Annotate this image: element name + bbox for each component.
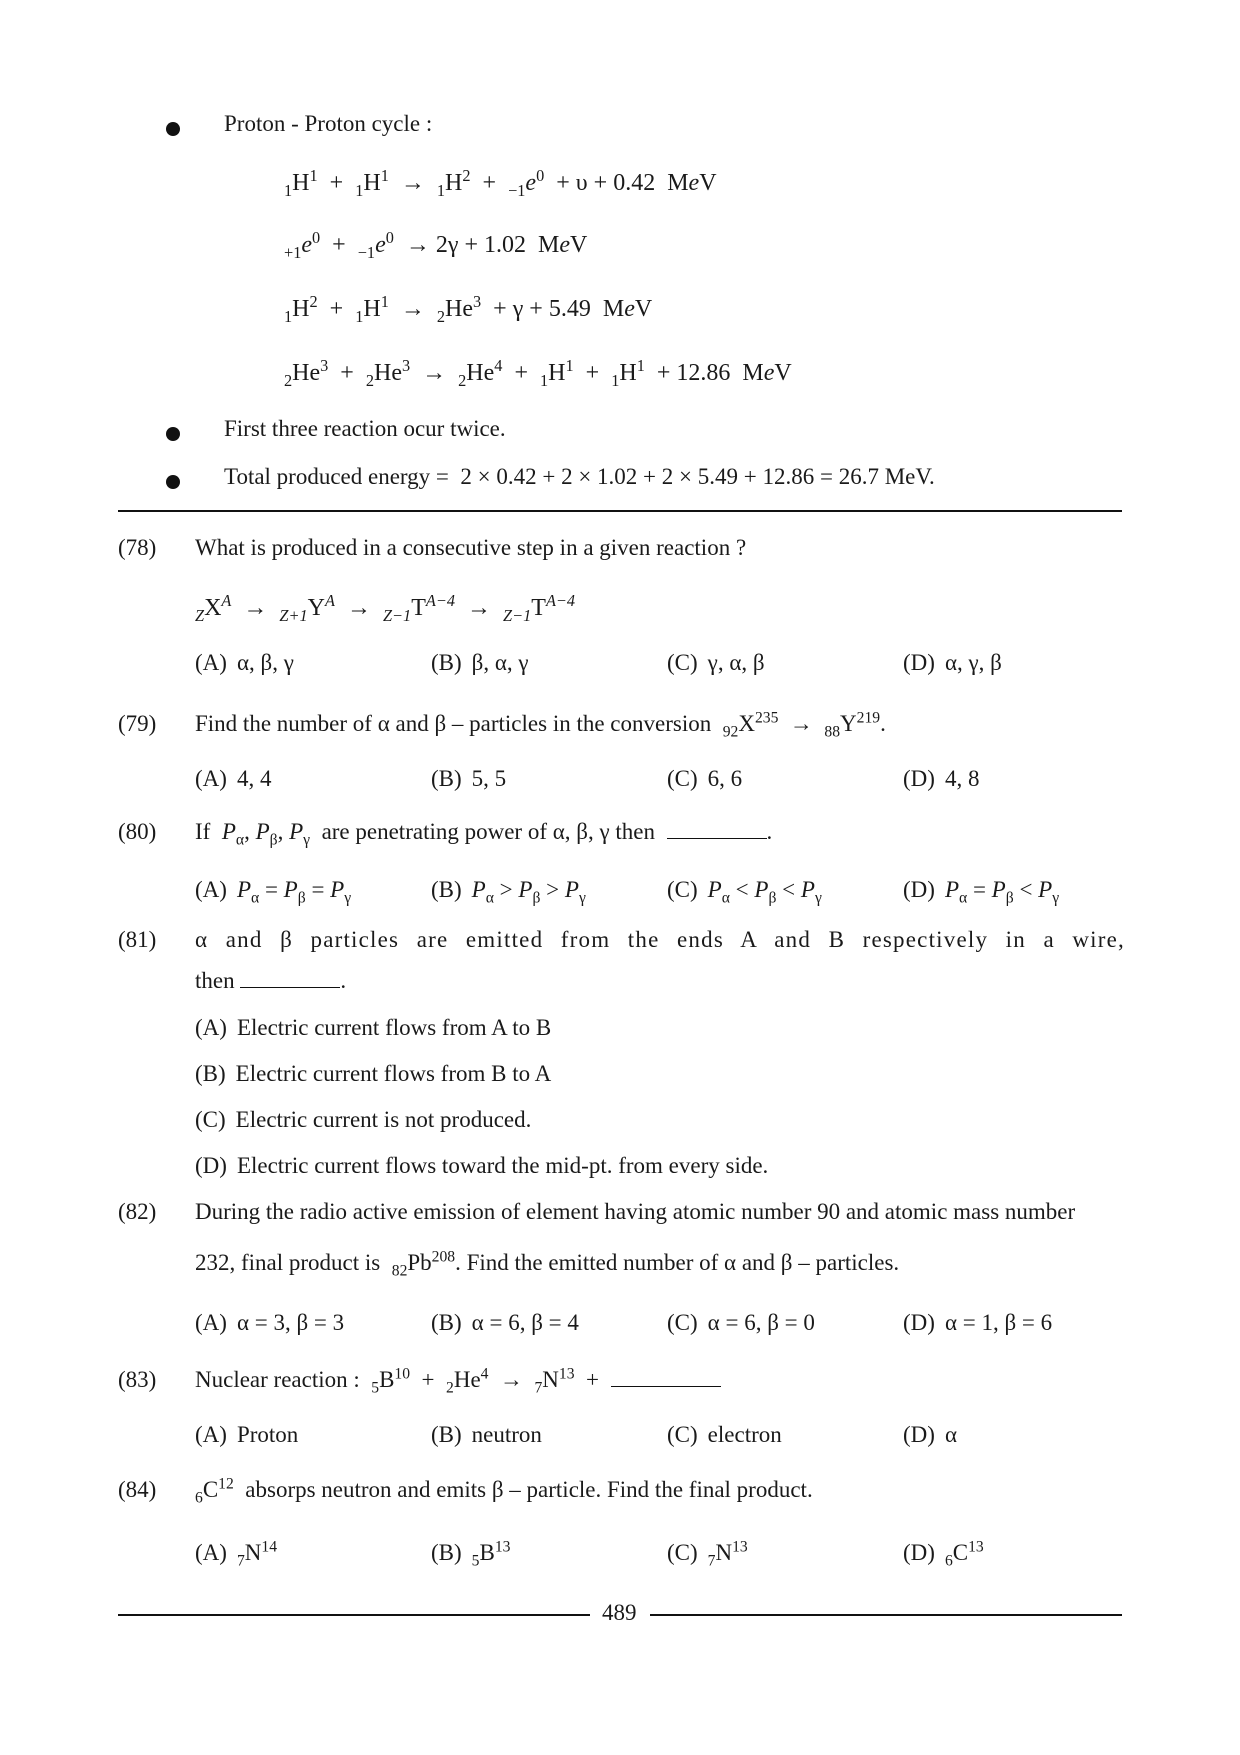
question-text: During the radio active emission of element having atomic number 90 and atomic mass number bbox=[195, 1199, 1076, 1224]
question-number: (81) bbox=[118, 927, 157, 952]
note-total-energy: Total produced energy = 2 × 0.42 + 2 × 1.02 + 2 × 5.49 + 12.86 = 26.7 MeV. bbox=[224, 464, 935, 489]
page-number: 489 bbox=[602, 1600, 637, 1625]
bullet bbox=[166, 122, 180, 136]
question-text: If $P_\alpha$, $P_\beta$, $P_\gamma$ are penetrating power of α, β, γ then . bbox=[195, 819, 773, 849]
option-c[interactable]: (C) α = 6, β = 0 bbox=[667, 1310, 815, 1335]
option-c[interactable]: (C) γ, α, β bbox=[667, 650, 765, 675]
option-b[interactable]: (B) α = 6, β = 4 bbox=[431, 1310, 579, 1335]
option-b[interactable]: (B) β, α, γ bbox=[431, 650, 529, 675]
option-b[interactable]: (B) $P_\alpha > P_\beta > P_\gamma$ bbox=[431, 877, 586, 907]
option-d[interactable]: (D) Electric current flows toward the mid-pt. from every side. bbox=[195, 1153, 769, 1178]
option-d[interactable]: (D) $_6C^{13}$ bbox=[903, 1538, 984, 1570]
reaction-3: $_1H^2 + _1H^1 \to _2He^3 + \gamma + 5.49$ MeV bbox=[284, 292, 653, 326]
option-a[interactable]: (A) 4, 4 bbox=[195, 766, 272, 791]
option-b[interactable]: (B) 5, 5 bbox=[431, 766, 507, 791]
option-a[interactable]: (A) $P_\alpha = P_\beta = P_\gamma$ bbox=[195, 877, 352, 907]
option-b[interactable]: (B) $_5B^{13}$ bbox=[431, 1538, 511, 1570]
option-a[interactable]: (A) Proton bbox=[195, 1422, 299, 1447]
question-number: (82) bbox=[118, 1199, 157, 1224]
question-number: (78) bbox=[118, 535, 157, 560]
question-text: Nuclear reaction : $_5B^{10} + _2He^4 \to _7N^{13}$ + bbox=[195, 1367, 721, 1393]
footer-rule-right bbox=[650, 1614, 1122, 1616]
option-d[interactable]: (D) α bbox=[903, 1422, 957, 1447]
option-d[interactable]: (D) α, γ, β bbox=[903, 650, 1002, 675]
option-c[interactable]: (C) 6, 6 bbox=[667, 766, 743, 791]
option-c[interactable]: (C) electron bbox=[667, 1422, 782, 1447]
reaction-2: $_{+1}e^0 + _{-1}e^0 \to 2\gamma + 1.02$ MeV bbox=[284, 228, 588, 262]
option-c[interactable]: (C) $_7N^{13}$ bbox=[667, 1538, 748, 1570]
question-number: (84) bbox=[118, 1477, 157, 1502]
question-text: What is produced in a consecutive step in a given reaction ? bbox=[195, 535, 747, 560]
question-text-cont: 232, final product is $_{82}Pb^{208}$. Find the emitted number of α and β – particles. bbox=[195, 1248, 900, 1280]
question-text-cont: then . bbox=[195, 968, 347, 993]
option-a[interactable]: (A) Electric current flows from A to B bbox=[195, 1015, 552, 1040]
question-number: (83) bbox=[118, 1367, 157, 1392]
option-a[interactable]: (A) $_7N^{14}$ bbox=[195, 1538, 277, 1570]
bullet bbox=[166, 427, 180, 441]
question-number: (80) bbox=[118, 819, 157, 844]
footer-rule-left bbox=[118, 1614, 590, 1616]
reaction-1: $_1H^1 + _1H^1 \to _1H^2 + _{-1}e^0 + \upsilon + 0.42$ MeV bbox=[284, 166, 717, 200]
decay-chain: $_ZX^A \to _{Z+1}Y^A \to _{Z-1}T^{A-4} \to _{Z-1}T^{A-4}$ bbox=[195, 591, 576, 625]
reaction-4: $_2He^3 + _2He^3 \to _2He^4 + _1H^1 + _1H^1 + 12.86$ MeV bbox=[284, 356, 792, 390]
option-a[interactable]: (A) α, β, γ bbox=[195, 650, 294, 675]
option-c[interactable]: (C) Electric current is not produced. bbox=[195, 1107, 532, 1132]
option-c[interactable]: (C) $P_\alpha < P_\beta < P_\gamma$ bbox=[667, 877, 822, 907]
option-d[interactable]: (D) α = 1, β = 6 bbox=[903, 1310, 1053, 1335]
option-b[interactable]: (B) Electric current flows from B to A bbox=[195, 1061, 552, 1086]
note-twice: First three reaction ocur twice. bbox=[224, 416, 506, 441]
bullet bbox=[166, 475, 180, 489]
section-title: Proton - Proton cycle : bbox=[224, 111, 433, 136]
question-text: $_6C^{12}$ absorps neutron and emits β – particle. Find the final product. bbox=[195, 1475, 813, 1507]
divider bbox=[118, 510, 1122, 512]
question-text: Find the number of α and β – particles in the conversion $_{92}X^{235} \to _{88}Y^{219}$. bbox=[195, 709, 886, 741]
option-b[interactable]: (B) neutron bbox=[431, 1422, 542, 1447]
question-text: α and β particles are emitted from the ends A and B respectively in a wire, bbox=[195, 927, 1125, 952]
question-number: (79) bbox=[118, 711, 157, 736]
option-d[interactable]: (D) 4, 8 bbox=[903, 766, 980, 791]
option-d[interactable]: (D) $P_\alpha = P_\beta < P_\gamma$ bbox=[903, 877, 1060, 907]
option-a[interactable]: (A) α = 3, β = 3 bbox=[195, 1310, 345, 1335]
